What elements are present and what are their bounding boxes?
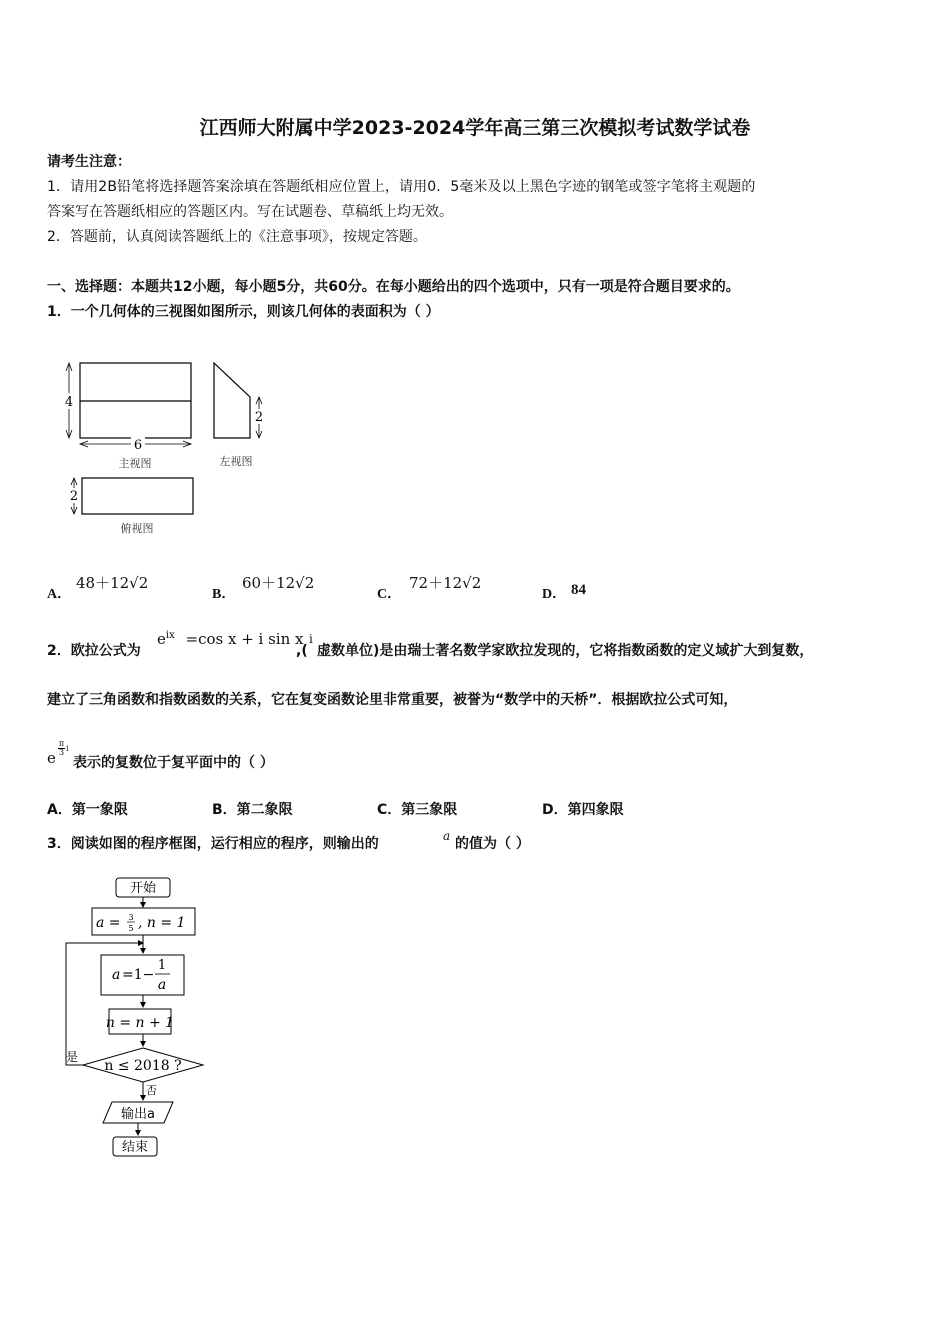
q3-stem-var: a <box>443 829 451 843</box>
q2-text-line3: 表示的复数位于复平面中的（ ） <box>73 755 274 771</box>
q3-stem-prefix: 3．阅读如图的程序框图，运行相应的程序，则输出的 <box>47 836 379 852</box>
top-view-label: 俯视图 <box>120 522 154 535</box>
q2-option-c-letter: C． <box>377 802 402 818</box>
q2-option-b-letter: B． <box>212 802 237 818</box>
q1-option-d-text: 84 <box>571 582 586 598</box>
q1-option-c-text: 72＋12√2 <box>409 574 482 592</box>
q1-option-c-letter: C． <box>377 587 402 602</box>
q2-option-c <box>377 800 457 820</box>
q1-option-b-letter: B． <box>212 587 236 602</box>
flow-no-label: 否 <box>146 1084 157 1097</box>
dim-top-label: 2 <box>69 489 79 504</box>
q2-expr-base: e <box>47 749 56 767</box>
q2-formula-rhs: =cos x + i sin x <box>185 630 304 648</box>
q2-option-d-text: 第四象限 <box>567 802 624 818</box>
flow-update-a-den: a <box>157 977 167 993</box>
q2-formula <box>157 630 304 648</box>
notice-line-1: 1．请用2B铅笔将选择题答案涂填在答题纸相应位置上，请用0．5毫米及以上黑色字迹的钢笔或签字笔将主观题的 <box>47 179 756 195</box>
flow-update-a-num: 1 <box>157 958 167 973</box>
flow-end-label: 结束 <box>121 1140 149 1155</box>
q2-option-d <box>542 800 624 820</box>
flowchart <box>60 872 210 1164</box>
section-heading: 一、选择题：本题共12小题，每小题5分，共60分。在每小题给出的四个选项中，只有一项是符合题目要求的。 <box>47 279 740 295</box>
flow-init-a: a = <box>96 915 121 931</box>
q2-formula-exp: ix <box>165 630 175 641</box>
q2-option-b <box>212 800 293 820</box>
flow-yes-loop <box>66 943 143 1065</box>
q2-text-line2: 建立了三角函数和指数函数的关系，它在复变函数论里非常重要，被誉为“数学中的天桥”．根据欧拉公式可知， <box>47 692 738 708</box>
q2-option-a <box>47 800 128 820</box>
page-title: 江西师大附属中学2023-2024学年高三第三次模拟考试数学试卷 <box>199 117 751 139</box>
q2-text-line1: 虚数单位)是由瑞士著名数学家欧拉发现的，它将指数函数的定义域扩大到复数， <box>317 643 814 659</box>
flow-init-den: 5 <box>128 924 134 933</box>
q2-expr-exp-den: 3 <box>58 748 65 757</box>
q3-stem-suffix: 的值为（ ） <box>455 836 530 852</box>
q1-option-d-letter: D． <box>542 587 567 602</box>
front-view-label: 主视图 <box>118 457 152 470</box>
q2-option-a-letter: A． <box>47 802 72 818</box>
q1-option-a-text: 48＋12√2 <box>76 574 149 592</box>
flow-init-num: 3 <box>128 913 134 922</box>
q2-expr-exponent <box>58 740 65 757</box>
q2-prefix: 2．欧拉公式为 <box>47 643 141 659</box>
dim-side-label: 2 <box>254 410 264 425</box>
dim-width-label: 6 <box>133 438 143 453</box>
q2-paren: ,( <box>296 643 308 659</box>
question-1-stem: 1．一个几何体的三视图如图所示，则该几何体的表面积为（ ） <box>47 304 440 320</box>
q2-option-a-text: 第一象限 <box>71 802 128 818</box>
q2-expr-exp-i: i <box>66 744 69 753</box>
top-view-rect <box>82 478 193 514</box>
q2-option-d-letter: D． <box>542 802 568 818</box>
flow-update-n-label: n = n + 1 <box>105 1015 175 1031</box>
q2-option-b-text: 第二象限 <box>236 802 293 818</box>
flow-yes-label: 是 <box>66 1050 79 1064</box>
flow-condition-label: n ≤ 2018 ? <box>104 1058 182 1074</box>
q2-expression <box>47 749 56 767</box>
flow-output-label: 输出a <box>121 1107 155 1122</box>
q1-option-b-text: 60＋12√2 <box>242 574 315 592</box>
q2-expr-exp-num: π <box>58 739 65 748</box>
notice-line-1b: 答案写在答题纸相应的答题区内。写在试题卷、草稿纸上均无效。 <box>47 204 453 220</box>
flow-start-label: 开始 <box>129 881 157 896</box>
notice-line-2: 2．答题前，认真阅读答题纸上的《注意事项》，按规定答题。 <box>47 229 427 245</box>
side-view-label: 左视图 <box>219 455 253 468</box>
q2-imag-unit: i <box>309 632 313 646</box>
flow-update-a-eq: =1− <box>122 967 155 983</box>
flow-init-n: , n = 1 <box>138 915 186 931</box>
dim-height-label: 4 <box>64 395 74 410</box>
notice-heading: 请考生注意： <box>47 154 131 170</box>
q2-option-c-text: 第三象限 <box>401 802 458 818</box>
three-view-figure <box>55 355 275 540</box>
flow-update-a-lhs: a <box>112 967 121 983</box>
q1-option-a-letter: A． <box>47 587 72 602</box>
q2-formula-base: e <box>157 630 166 648</box>
side-view-shape <box>214 363 250 438</box>
